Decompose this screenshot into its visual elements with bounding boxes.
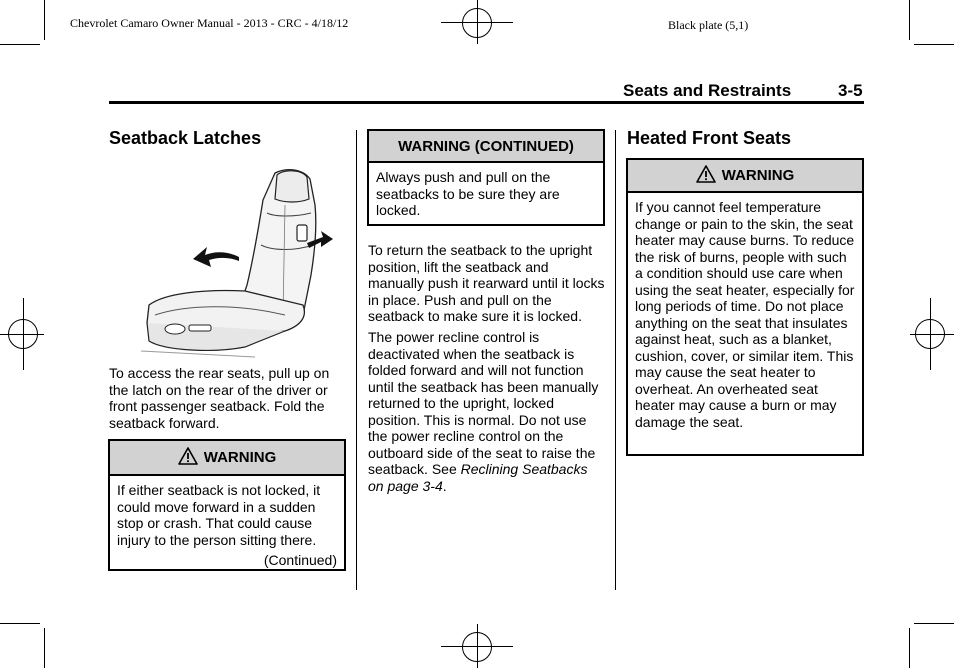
crop-mark-br-h — [914, 623, 954, 624]
section-title: Seats and Restraints — [623, 81, 792, 100]
seatback-warning-text-wrap — [110, 476, 344, 569]
return-seatback-paragraph: To return the seatback to the upright position, lift the seatback and manually push it rearward until it locks in place. Push and pull on the seatback to make sure it is locked. — [368, 242, 605, 324]
power-recline-end: . — [442, 477, 447, 494]
manual-title: Chevrolet Camaro Owner Manual - 2013 - CRC - 4/18/12 — [70, 16, 349, 30]
warning-label: WARNING — [721, 167, 795, 184]
seatback-warning-header — [110, 441, 344, 476]
warning-triangle-icon — [696, 165, 716, 187]
warning-label: WARNING — [203, 449, 277, 466]
header-rule — [109, 101, 864, 104]
crop-mark-tr-v — [909, 0, 910, 40]
seat-illustration — [135, 165, 345, 360]
crop-mark-tr-h — [914, 44, 954, 45]
reclining-seatbacks-link[interactable]: Reclining Seatbacks on page 3-4 — [368, 461, 588, 494]
seatback-warning-text: If either seatback is not locked, it could move forward in a sudden stop or crash. That could cause injury to the person sitting there. — [117, 482, 321, 548]
warning-triangle-icon — [178, 447, 198, 469]
crop-mark-bl-h — [0, 623, 40, 624]
warning-continued-header: WARNING (CONTINUED) — [369, 131, 603, 163]
crop-mark-bl-v — [44, 628, 45, 668]
seatback-latches-paragraph: To access the rear seats, pull up on the latch on the rear of the driver or front passenger seatback. Fold the seatback forward. — [109, 365, 330, 431]
warning-continued-box — [367, 129, 605, 226]
column-divider-1 — [356, 130, 357, 590]
heated-seat-warning-header — [628, 160, 862, 193]
plate-label: Black plate (5,1) — [668, 18, 749, 32]
warning-continued-text: Always push and pull on the seatbacks to be sure they are locked. — [376, 169, 560, 218]
crop-mark-br-v — [909, 628, 910, 668]
column-divider-2 — [615, 130, 616, 590]
crop-mark-tl-h — [0, 44, 40, 45]
seatback-latches-heading: Seatback Latches — [109, 128, 262, 148]
power-recline-text: The power recline control is deactivated when the seatback is folded forward and will not function until the seatback has been manually returned to the upright, locked position. This is normal. Do not use the power recline control on the outboard side of the seat to raise the seatback. See — [368, 329, 599, 477]
crop-mark-tl-v — [44, 0, 45, 40]
seatback-warning-box — [108, 439, 346, 571]
power-recline-paragraph — [368, 329, 606, 494]
continued-label: (Continued) — [263, 552, 337, 568]
heated-seat-warning-box — [626, 158, 864, 456]
page-number: 3-5 — [838, 81, 863, 100]
heated-front-seats-heading: Heated Front Seats — [627, 128, 792, 148]
heated-seat-warning-text: If you cannot feel temperature change or pain to the skin, the seat heater may cause burns. To reduce the risk of burns, people with such a condition should use care when using the seat heater, especially for long periods of time. Do not place anything on the seat that insulates against heat, such as a blanket, cushion, cover, or similar item. This may cause the seat heater to overheat. An overheated seat heater may cause a burn or may damage the seat. — [635, 199, 855, 430]
